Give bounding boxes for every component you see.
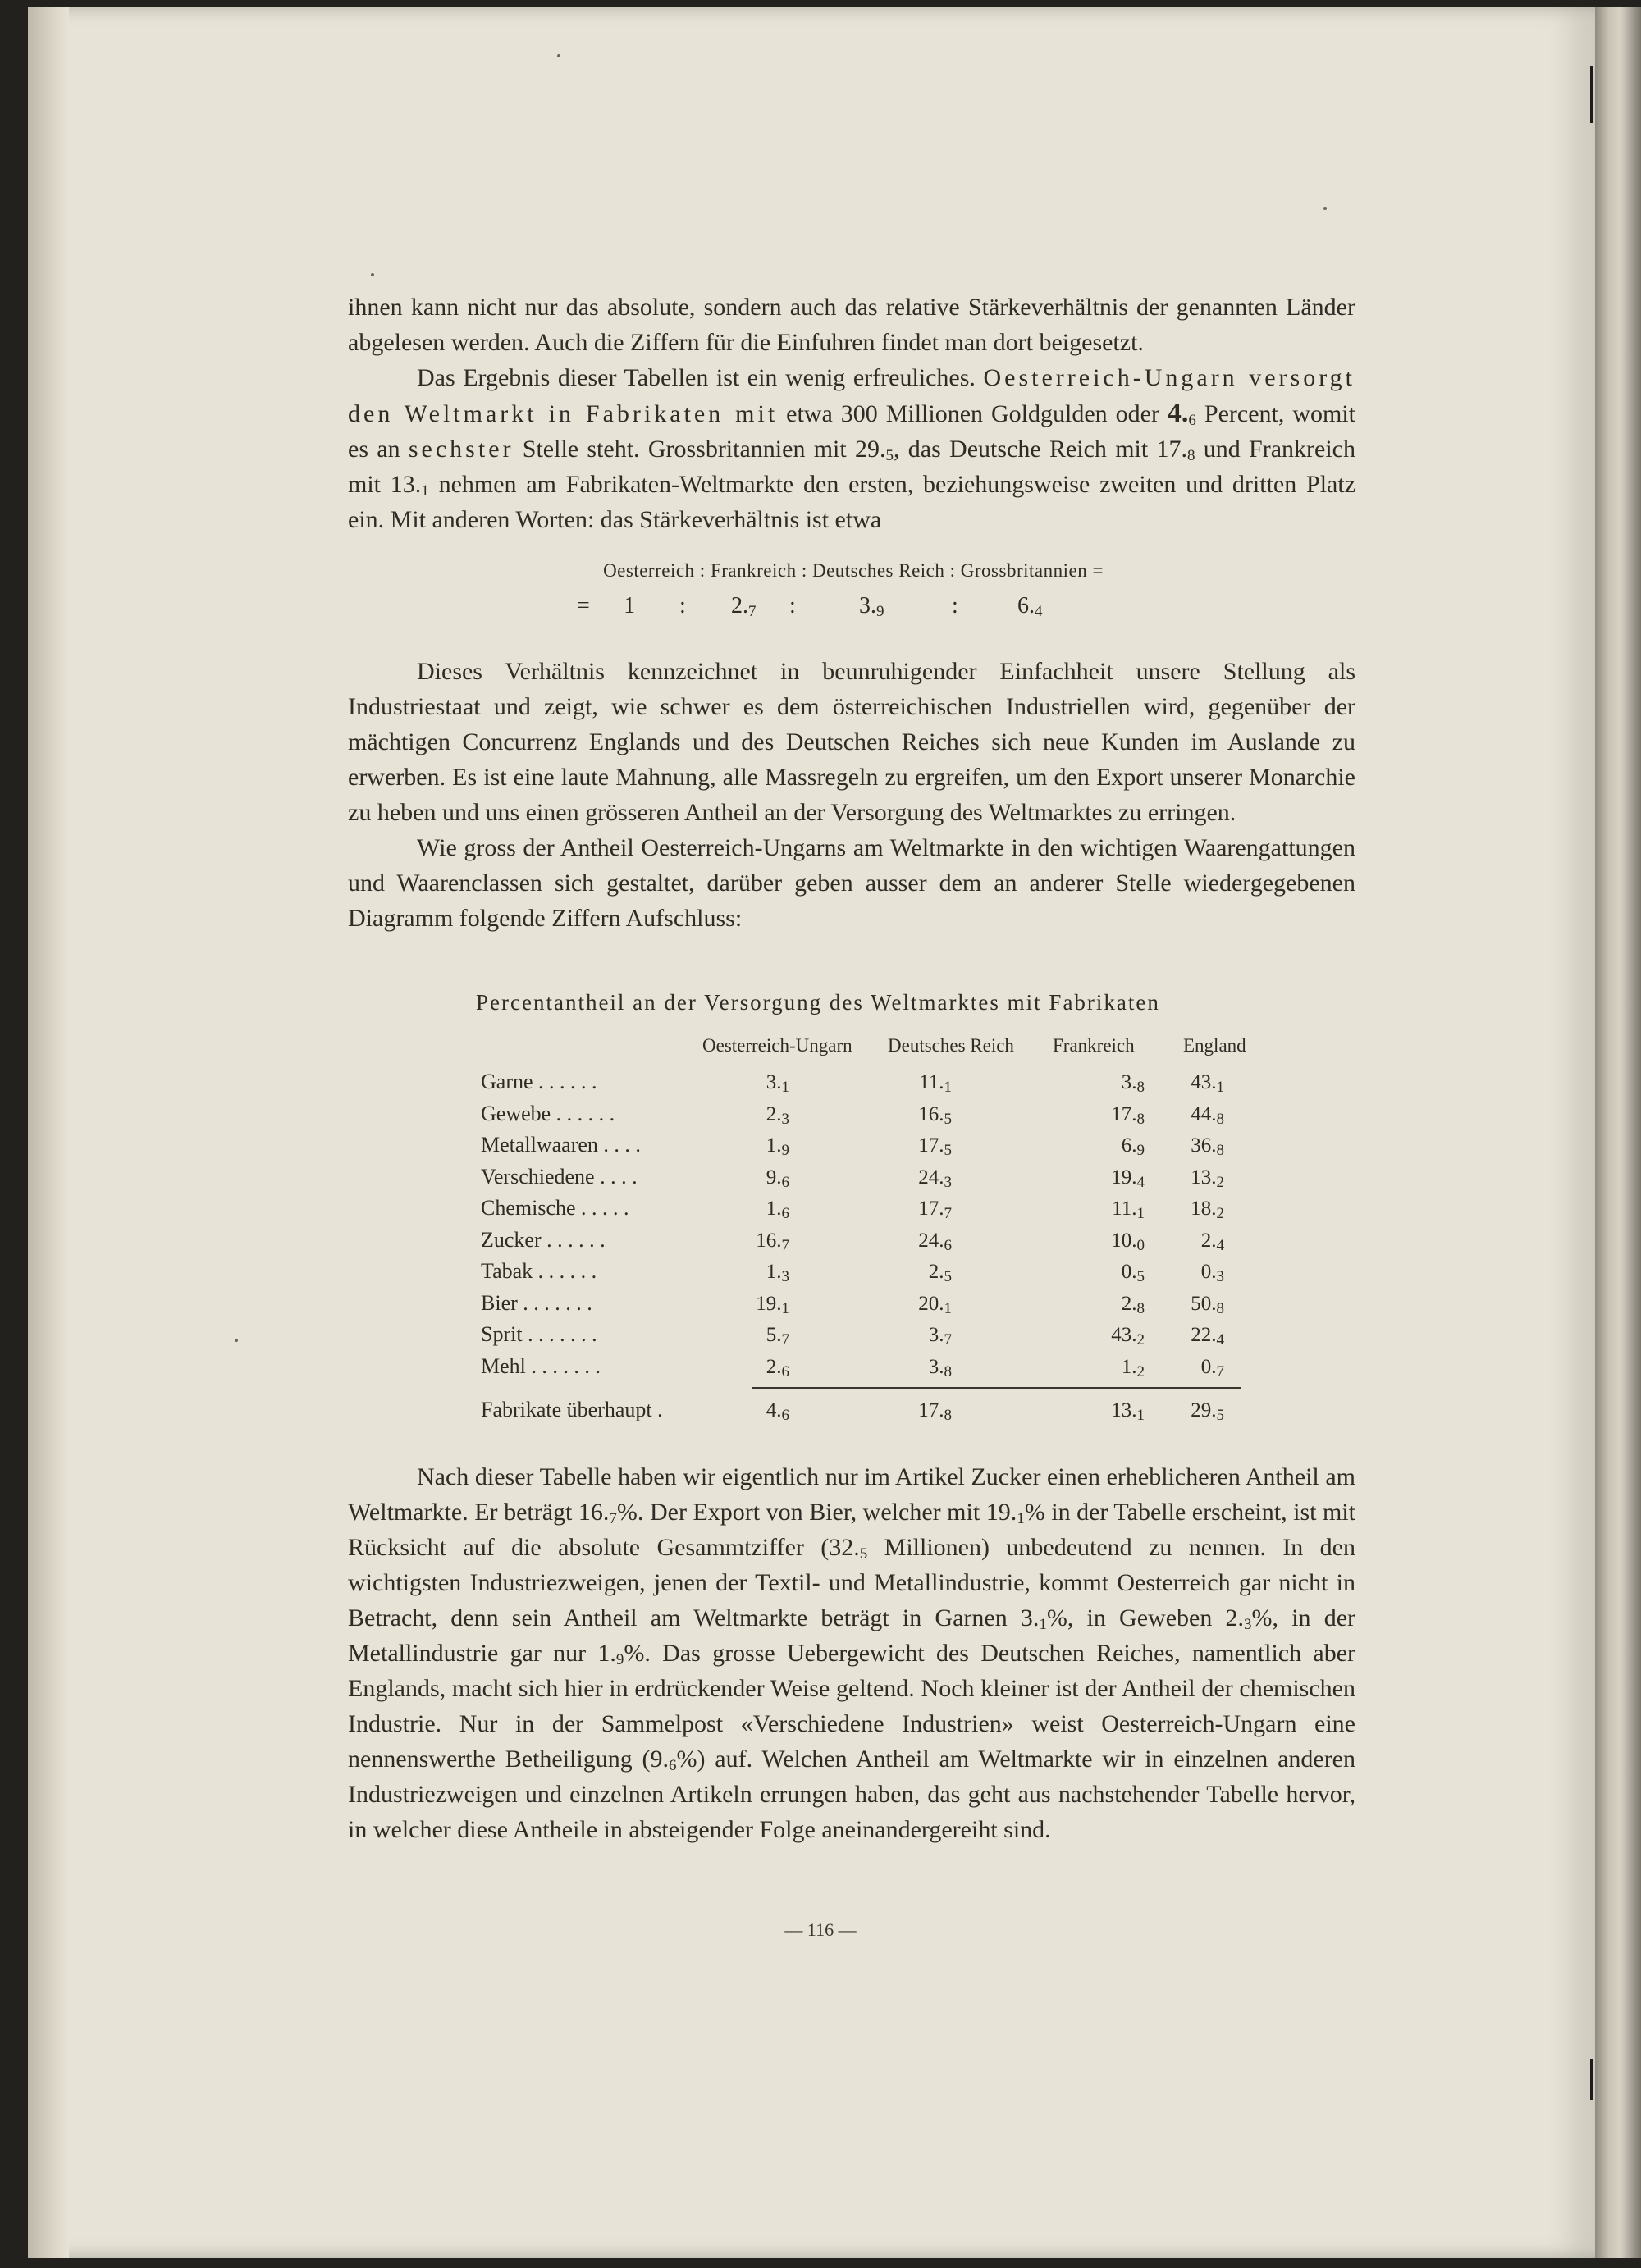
cell-decimal: 1 (1136, 1205, 1145, 1222)
cell-decimal: 4 (1216, 1331, 1224, 1348)
p2-spaced-1: Oesterreich-Ungarn versorgt den Weltmarkt in Fabrikaten mit (348, 364, 1355, 427)
cell-integer: 2. (766, 1355, 782, 1378)
table-row-label: Bier . . . . . . . (481, 1290, 592, 1315)
cell-decimal: 1 (1136, 1407, 1145, 1424)
table-row-cell (1054, 1103, 1145, 1126)
table-row-cell (862, 1293, 952, 1316)
cell-decimal: 8 (1216, 1142, 1224, 1159)
cell-decimal: 7 (944, 1331, 952, 1348)
table-row-cell (1134, 1356, 1224, 1379)
table-row-cell (1054, 1356, 1145, 1379)
cell-integer: 11. (1112, 1198, 1137, 1220)
ratio-value-2-int: 2. (731, 593, 748, 618)
p2-text-f: und Frankreich mit 13. (348, 436, 1356, 498)
ratio-value-4-dec: 4 (1035, 603, 1043, 620)
cell-decimal: 7 (944, 1205, 952, 1222)
table-row-label: Verschiedene . . . . (481, 1164, 638, 1189)
cell-decimal: 6 (781, 1407, 789, 1424)
ratio-colon-1: : (679, 593, 686, 618)
cell-integer: 4. (766, 1399, 782, 1421)
cell-decimal: 2 (1136, 1362, 1145, 1380)
p5-sub-d: 1 (1039, 1616, 1047, 1633)
table-total-row-cell (862, 1399, 952, 1422)
paragraph-4: Wie gross der Antheil Oesterreich-Ungarns am Weltmarkte in den wichtigen Waarengattungen und Waarenclassen sich gestaltet, darüber geben ausser dem an anderer Stelle wiedergegebenen Diagramm folgende Ziffern Aufschluss: (348, 834, 1355, 932)
p2-text-b: etwa 300 Millionen Goldgulden oder (778, 400, 1168, 427)
cell-decimal: 7 (781, 1236, 789, 1254)
table-row-cell (699, 1293, 789, 1316)
paragraph-2 (348, 360, 1355, 537)
table-row-cell (1134, 1103, 1224, 1126)
p5-sub-g: 6 (669, 1757, 677, 1774)
cell-decimal: 5 (944, 1268, 952, 1285)
speck (557, 54, 560, 57)
cell-decimal: 1 (944, 1299, 952, 1317)
table-total-row-cell (699, 1399, 789, 1422)
table-row-cell (699, 1356, 789, 1379)
p2-text-e: , das Deutsche Reich mit 17. (894, 436, 1187, 463)
p2-bold-value: 4. (1167, 398, 1189, 428)
ratio-value-4-int: 6. (1017, 593, 1035, 618)
table-row-label: Mehl . . . . . . . (481, 1353, 601, 1378)
text-block-top (348, 290, 1355, 537)
p2-spaced-2: sechster (408, 436, 514, 463)
page-number: — 116 — (784, 1919, 857, 1940)
cell-integer: 11. (919, 1071, 944, 1093)
paragraph-5 (348, 1459, 1355, 1847)
p5-sub-f: 9 (615, 1651, 624, 1668)
paragraph-3: Dieses Verhältnis kennzeichnet in beunruhigender Einfachheit unsere Stellung als Industriestaat und zeigt, wie schwer es dem österreichischen Industriellen wird, gegenüber der mächtigen Concurrenz Englands und des Deutschen Reiches sich neue Kunden im Auslande zu erwerben. Es ist eine laute Mahnung, alle Massregeln zu ergreifen, um den Export unserer Monarchie zu heben und uns einen grösseren Antheil an der Versorgung des Weltmarktes zu erringen. (348, 658, 1355, 826)
cell-decimal: 4 (1136, 1173, 1145, 1191)
p2-text-g: nehmen am Fabrikaten-Weltmarkte den ersten, beziehungsweise zweiten und dritten Platz ein. Mit anderen Worten: das Stärkeverhältnis ist etwa (348, 471, 1355, 533)
table-total-rule (752, 1387, 1241, 1389)
table-row-cell (1134, 1198, 1224, 1221)
cell-decimal: 4 (1216, 1236, 1224, 1254)
cell-integer: 3. (1121, 1071, 1137, 1093)
table-row-cell (1134, 1324, 1224, 1347)
table-row-cell (699, 1324, 789, 1347)
cell-decimal: 5 (944, 1110, 952, 1128)
cell-integer: 43. (1191, 1071, 1217, 1093)
table-row-cell (1134, 1230, 1224, 1253)
cell-decimal: 8 (1216, 1110, 1224, 1128)
p5-pct-b: % (1024, 1499, 1045, 1526)
table-row-cell (1054, 1293, 1145, 1316)
cell-integer: 1. (766, 1198, 782, 1220)
ratio-value-3-int: 3. (859, 593, 876, 618)
p5-text-d: Millionen) unbedeutend zu nennen. In den wichtigsten Industriezweigen, jenen der Textil- und Metallindustrie, kommt Oesterreich gar nicht in Betracht, denn sein Antheil am Weltmarkte beträgt in Garnen 3. (348, 1534, 1355, 1631)
column-header-england: England (1183, 1035, 1246, 1056)
p5-text-h: auf. Welchen Antheil am Weltmarkte wir in einzelnen anderen Industriezweigen und einzelnen Artikeln errungen haben, das geht aus nachstehender Tabelle hervor, in welcher diese Antheile in absteigender Folge aneinandergereiht sind. (348, 1745, 1356, 1843)
table-row-label: Zucker . . . . . . (481, 1227, 606, 1252)
table-row-cell (862, 1071, 952, 1094)
p2-text-a: Das Ergebnis dieser Tabellen ist ein wenig erfreuliches. (417, 364, 984, 391)
cell-decimal: 8 (1136, 1110, 1145, 1128)
cell-decimal: 3 (944, 1173, 952, 1191)
ratio-colon-2: : (789, 593, 796, 618)
p5-sub-a: 7 (609, 1510, 617, 1527)
p5-text-e: in Geweben 2. (1073, 1604, 1245, 1631)
cell-integer: 19. (1111, 1166, 1137, 1189)
cell-decimal: 1 (944, 1079, 952, 1096)
p2-sub-f: 1 (421, 482, 429, 500)
ratio-value-3-dec: 9 (876, 603, 884, 620)
table-row-cell (1054, 1198, 1145, 1221)
cell-decimal: 9 (1136, 1142, 1145, 1159)
table-total-row-cell (1134, 1399, 1224, 1422)
table-row-cell (862, 1198, 952, 1221)
p5-text-g: Das grosse Uebergewicht des Deutschen Reiches, namentlich aber Englands, macht sich hier in erdrückender Weise geltend. Noch kleiner ist der Antheil der chemischen Industrie. Nur in der Sammelpost «Verschiedene Industrien» weist Oesterreich-Ungarn eine nennenswerthe Betheiligung (9. (348, 1640, 1355, 1773)
table-row-cell (699, 1230, 789, 1253)
paragraph-1-text: ihnen kann nicht nur das absolute, sondern auch das relative Stärkeverhältnis der genannten Länder abgelesen werden. Auch die Ziffern für die Einfuhren findet man dort beigesetzt. (348, 294, 1355, 356)
cell-decimal: 0 (1136, 1236, 1145, 1254)
cell-integer: 1. (766, 1261, 782, 1283)
cell-integer: 2. (928, 1261, 944, 1283)
table-row-label: Chemische . . . . . (481, 1196, 629, 1220)
p5-sub-e: 3 (1244, 1616, 1252, 1633)
cell-decimal: 8 (1216, 1299, 1224, 1317)
cell-integer: 18. (1191, 1198, 1217, 1220)
ratio-value-2-dec: 7 (748, 603, 757, 620)
cell-decimal: 5 (1136, 1268, 1145, 1285)
cell-integer: 1. (766, 1134, 782, 1157)
table-row-cell (699, 1103, 789, 1126)
p5-sub-b: 1 (1017, 1510, 1025, 1527)
edge-mark (1590, 2059, 1593, 2100)
table-row-label: Metallwaaren . . . . (481, 1133, 641, 1157)
cell-integer: 44. (1191, 1102, 1217, 1125)
cell-integer: 0. (1200, 1355, 1217, 1378)
p5-text-f: in der Metallindustrie gar nur 1. (348, 1604, 1356, 1667)
table-row-cell (1134, 1261, 1224, 1284)
table-row-cell (1134, 1166, 1224, 1189)
cell-integer: 0. (1200, 1261, 1217, 1283)
p5-pct-a: %. (616, 1499, 644, 1526)
cell-integer: 29. (1191, 1399, 1217, 1421)
p2-sub-e: 8 (1187, 447, 1195, 464)
table-row-cell (1134, 1071, 1224, 1094)
table-row-cell (862, 1324, 952, 1347)
cell-integer: 17. (918, 1198, 944, 1220)
cell-decimal: 2 (1216, 1205, 1224, 1222)
p5-text-c: in der Tabelle erscheint, ist mit Rücksicht auf die absolute Gesammtziffer (32. (348, 1499, 1356, 1561)
cell-decimal: 6 (781, 1205, 789, 1222)
cell-decimal: 8 (944, 1407, 952, 1424)
speck (1323, 207, 1327, 210)
cell-decimal: 3 (781, 1110, 789, 1128)
cell-decimal: 1 (1216, 1079, 1224, 1096)
cell-integer: 16. (756, 1229, 782, 1252)
p5-pct-e: %, (1251, 1604, 1279, 1631)
table-total-row-cell (1054, 1399, 1145, 1422)
table-row-label: Garne . . . . . . (481, 1070, 597, 1093)
p2-sub-d: 5 (885, 447, 894, 464)
cell-integer: 3. (928, 1355, 944, 1378)
table-row-cell (1134, 1134, 1224, 1157)
cell-integer: 1. (1121, 1355, 1137, 1378)
p5-sub-c: 5 (859, 1545, 868, 1563)
column-header-oesterreich-ungarn: Oesterreich-Ungarn (702, 1035, 852, 1056)
cell-decimal: 9 (781, 1142, 789, 1159)
p5-pct-g: %) (676, 1745, 706, 1773)
text-block-middle (348, 654, 1355, 936)
cell-integer: 6. (1121, 1134, 1137, 1157)
p2-bold-sub: 6 (1188, 412, 1196, 429)
cell-decimal: 8 (944, 1362, 952, 1380)
p2-text-d: Stelle steht. Grossbritannien mit 29. (514, 436, 886, 463)
cell-integer: 2. (766, 1102, 782, 1125)
table-row-cell (1134, 1293, 1224, 1316)
ratio-label: Oesterreich : Frankreich : Deutsches Reich : Grossbritannien = (603, 560, 1104, 581)
ratio-value-2 (731, 593, 757, 619)
column-header-deutsches-reich: Deutsches Reich (888, 1035, 1014, 1056)
table-row-cell (862, 1103, 952, 1126)
cell-integer: 13. (1111, 1399, 1137, 1421)
p5-pct-f: %. (624, 1640, 651, 1667)
table-row-cell (699, 1198, 789, 1221)
cell-decimal: 1 (781, 1079, 789, 1096)
cell-decimal: 1 (781, 1299, 789, 1317)
table-row-label: Gewebe . . . . . . (481, 1101, 615, 1125)
table-row-cell (699, 1166, 789, 1189)
cell-decimal: 5 (1216, 1407, 1224, 1424)
table-row-label: Sprit . . . . . . . (481, 1322, 597, 1346)
p5-text-b: Der Export von Bier, welcher mit 19. (643, 1499, 1017, 1526)
cell-integer: 36. (1191, 1134, 1217, 1157)
ratio-colon-3: : (952, 593, 958, 618)
table-row-cell (862, 1230, 952, 1253)
cell-integer: 2. (1200, 1229, 1217, 1252)
cell-decimal: 2 (1216, 1173, 1224, 1191)
speck (235, 1339, 238, 1342)
table-row-cell (862, 1356, 952, 1379)
cell-integer: 19. (756, 1292, 782, 1315)
cell-integer: 3. (928, 1324, 944, 1346)
table-title: Percentantheil an der Versorgung des Weltmarktes mit Fabrikaten (476, 990, 1160, 1015)
cell-integer: 20. (918, 1292, 944, 1315)
text-block-bottom (348, 1459, 1355, 1847)
edge-mark (1590, 66, 1593, 123)
ratio-value-3 (859, 593, 884, 619)
table-row-label: Tabak . . . . . . (481, 1259, 597, 1283)
cell-decimal: 6 (781, 1173, 789, 1191)
cell-integer: 2. (1121, 1292, 1137, 1315)
cell-decimal: 8 (1136, 1079, 1145, 1096)
cell-decimal: 5 (944, 1142, 952, 1159)
cell-integer: 16. (918, 1102, 944, 1125)
table-row-cell (862, 1261, 952, 1284)
ratio-value-1: 1 (624, 593, 635, 618)
cell-decimal: 7 (1216, 1362, 1224, 1380)
table-row-cell (699, 1261, 789, 1284)
column-header-frankreich: Frankreich (1053, 1035, 1135, 1056)
cell-decimal: 8 (1136, 1299, 1145, 1317)
cell-integer: 10. (1111, 1229, 1137, 1252)
cell-integer: 24. (918, 1166, 944, 1189)
ratio-eq: = (577, 593, 590, 618)
cell-decimal: 7 (781, 1331, 789, 1348)
p5-pct-d: %, (1046, 1604, 1074, 1631)
table-row-cell (1054, 1166, 1145, 1189)
table-row-cell (862, 1166, 952, 1189)
cell-integer: 22. (1191, 1324, 1217, 1346)
table-total-row-label: Fabrikate überhaupt . (481, 1398, 663, 1421)
p2-text-c: Percent, womit es an (348, 400, 1355, 463)
cell-integer: 17. (918, 1399, 944, 1421)
cell-integer: 0. (1121, 1261, 1137, 1283)
cell-integer: 5. (766, 1324, 782, 1346)
table-row-cell (1054, 1071, 1145, 1094)
speck (371, 273, 374, 276)
cell-decimal: 3 (781, 1268, 789, 1285)
cell-integer: 43. (1111, 1324, 1137, 1346)
table-row-cell (1054, 1230, 1145, 1253)
cell-integer: 24. (918, 1229, 944, 1252)
cell-integer: 17. (918, 1134, 944, 1157)
cell-integer: 9. (766, 1166, 782, 1189)
cell-integer: 13. (1191, 1166, 1217, 1189)
cell-decimal: 2 (1136, 1331, 1145, 1348)
cell-integer: 17. (1111, 1102, 1137, 1125)
p5-text-a: Nach dieser Tabelle haben wir eigentlich nur im Artikel Zucker einen erheblicheren Antheil am Weltmarkte. Er beträgt 16. (348, 1463, 1355, 1526)
cell-decimal: 6 (781, 1362, 789, 1380)
cell-integer: 3. (766, 1071, 782, 1093)
cell-decimal: 6 (944, 1236, 952, 1254)
paragraph-1 (348, 290, 1355, 360)
table-row-cell (1054, 1134, 1145, 1157)
table-row-cell (699, 1134, 789, 1157)
table-row-cell (1054, 1261, 1145, 1284)
table-row-cell (699, 1071, 789, 1094)
ratio-value-4 (1017, 593, 1043, 619)
cell-decimal: 3 (1216, 1268, 1224, 1285)
cell-integer: 50. (1191, 1292, 1217, 1315)
table-row-cell (1054, 1324, 1145, 1347)
table-row-cell (862, 1134, 952, 1157)
